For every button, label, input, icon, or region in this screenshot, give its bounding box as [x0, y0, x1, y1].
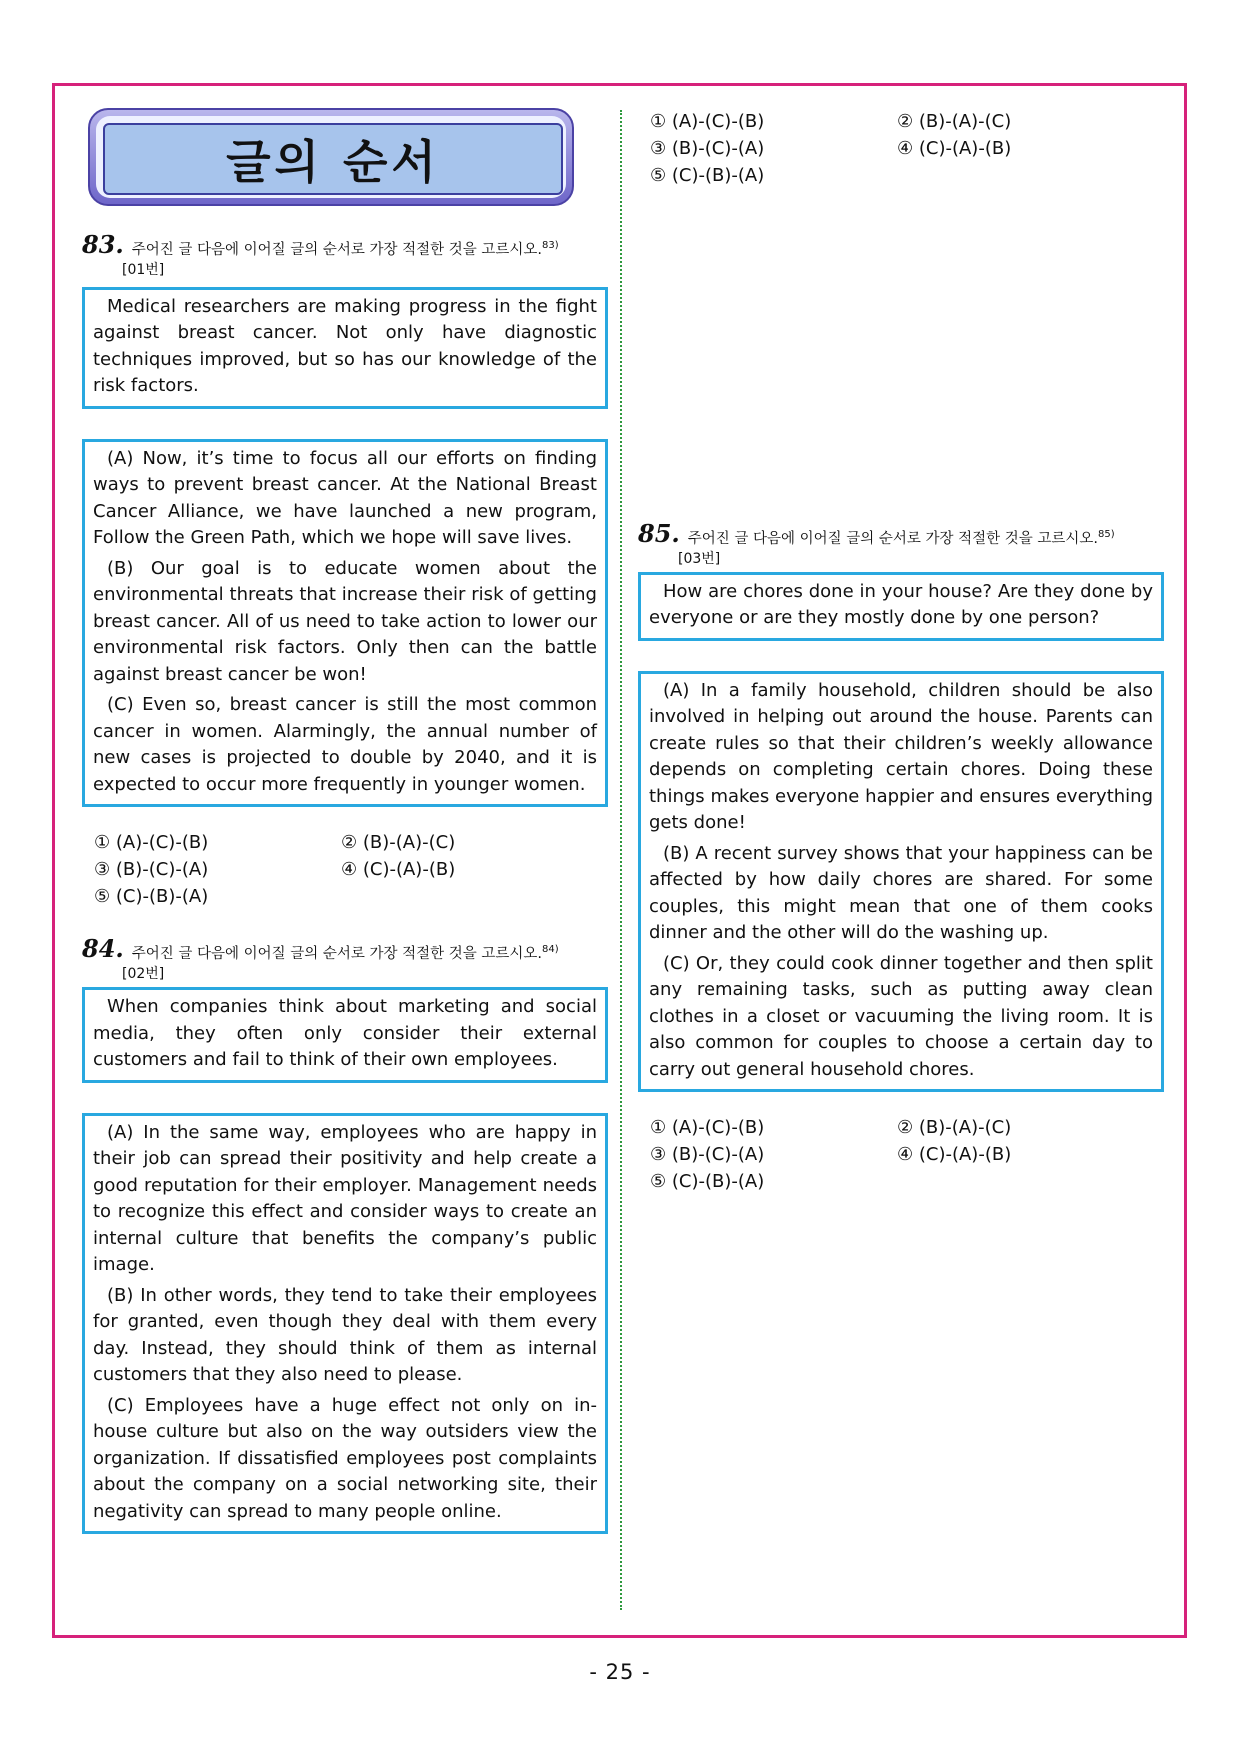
intro-passage: When companies think about marketing and social media, they often only consider their external customers and fail to think of their own employees. [93, 996, 597, 1071]
intro-passage-box [82, 987, 608, 1083]
passage-c: (C) Or, they could cook dinner together and then split any remaining tasks, such as putting away clean clothes in a closet or vacuuming the living room. It is also common for couples to choose a certain day to carry out general household chores. [649, 952, 1153, 1080]
choice-1[interactable]: ① (A)-(C)-(B) [650, 111, 765, 132]
intro-passage: Medical researchers are making progress in the fight against breast cancer. Not only have diagnostic techniques improved, but so has our knowledge of the risk factors. [93, 295, 597, 397]
question-source: [03번] [678, 550, 721, 567]
choice-3[interactable]: ③ (B)-(C)-(A) [94, 859, 209, 881]
choice-2[interactable]: ② (B)-(A)-(C) [897, 111, 1012, 132]
choice-4[interactable]: ④ (C)-(A)-(B) [341, 859, 456, 881]
right-column [638, 108, 1164, 1195]
answer-choices-85 [638, 1114, 1164, 1195]
question-85-header [638, 521, 1164, 550]
question-number: 83. [82, 230, 124, 259]
passage-a: (A) In a family household, children should be also involved in helping out around the house. Parents can create rules so that their children’s weekly allowance depends on completing certain chores. Doing these things makes everyone happier and ensures everything gets done! [649, 679, 1153, 834]
ordering-passages-box [82, 439, 608, 808]
passage-c: (C) Employees have a huge effect not only on in-house culture but also on the way outsiders view the organization. If dissatisfied employees post complaints about the company on a social networking site, their negativity can spread to many people online. [93, 1394, 597, 1522]
question-83-header [82, 232, 608, 261]
answer-choices [82, 829, 608, 910]
question-prompt: 주어진 글 다음에 이어질 글의 순서로 가장 적절한 것을 고르시오.$^{83)}$ [131, 240, 559, 258]
passage-a: (A) In the same way, employees who are happy in their job can spread their positivity and help create a good reputation for their employer. Management needs to recognize this effect and consider ways to create an internal culture that benefits the company’s public image. [93, 1121, 597, 1276]
choice-2[interactable]: ② (B)-(A)-(C) [341, 832, 456, 854]
question-prompt: 주어진 글 다음에 이어질 글의 순서로 가장 적절한 것을 고르시오.$^{84)}$ [131, 944, 559, 963]
choice-5[interactable]: ⑤ (C)-(B)-(A) [650, 1171, 765, 1193]
intro-passage: How are chores done in your house? Are they done by everyone or are they mostly done by one person? [649, 580, 1153, 629]
choice-1[interactable]: ① (A)-(C)-(B) [94, 832, 209, 854]
choice-1[interactable]: ① (A)-(C)-(B) [650, 1117, 765, 1139]
question-84-header [82, 936, 608, 965]
passage-c: (C) Even so, breast cancer is still the most common cancer in women. Alarmingly, the annual number of new cases is projected to double by 2040, and it is expected to occur more frequently in younger women. [93, 694, 597, 795]
passage-b: (B) Our goal is to educate women about the environmental threats that increase their risk of getting breast cancer. All of us need to take action to lower our environmental risk factors. Only then can the battle against breast cancer be won! [93, 557, 597, 685]
passage-b: (B) In other words, they tend to take their employees for granted, even though they deal with them every day. Instead, they should think of them as internal customers that they also need to please. [93, 1284, 597, 1386]
ordering-passages-box [82, 1113, 608, 1535]
title-banner [88, 108, 574, 206]
page-number: - 25 - [589, 1660, 651, 1684]
ordering-passages-box [638, 671, 1164, 1093]
question-prompt: 주어진 글 다음에 이어질 글의 순서로 가장 적절한 것을 고르시오.$^{85)}$ [687, 529, 1115, 547]
choice-5[interactable]: ⑤ (C)-(B)-(A) [650, 165, 765, 186]
intro-passage-box [82, 287, 608, 409]
page-title: 글의 순서 [103, 123, 563, 195]
question-source: [02번] [122, 966, 165, 983]
choice-2[interactable]: ② (B)-(A)-(C) [897, 1117, 1012, 1139]
question-source: [01번] [122, 261, 165, 278]
choice-4[interactable]: ④ (C)-(A)-(B) [897, 138, 1012, 159]
left-column [82, 108, 608, 1534]
question-number: 84. [82, 934, 124, 964]
answer-choices-84 [638, 108, 1164, 189]
column-divider [620, 110, 622, 1610]
passage-b: (B) A recent survey shows that your happiness can be affected by how daily chores are shared. For some couples, this might mean that one of them cooks dinner and the other will do the washing up. [649, 842, 1153, 944]
passage-a: (A) Now, it’s time to focus all our efforts on finding ways to prevent breast cancer. At the National Breast Cancer Alliance, we have launched a new program, Follow the Green Path, which we hope will save lives. [93, 447, 597, 549]
question-number: 85. [638, 519, 680, 548]
footnote-ref: 84) [542, 944, 559, 956]
choice-4[interactable]: ④ (C)-(A)-(B) [897, 1144, 1012, 1166]
intro-passage-box [638, 572, 1164, 641]
choice-5[interactable]: ⑤ (C)-(B)-(A) [94, 886, 209, 908]
footnote-ref: 85) [1098, 529, 1115, 540]
choice-3[interactable]: ③ (B)-(C)-(A) [650, 138, 765, 159]
footnote-ref: 83) [542, 240, 559, 251]
choice-3[interactable]: ③ (B)-(C)-(A) [650, 1144, 765, 1166]
